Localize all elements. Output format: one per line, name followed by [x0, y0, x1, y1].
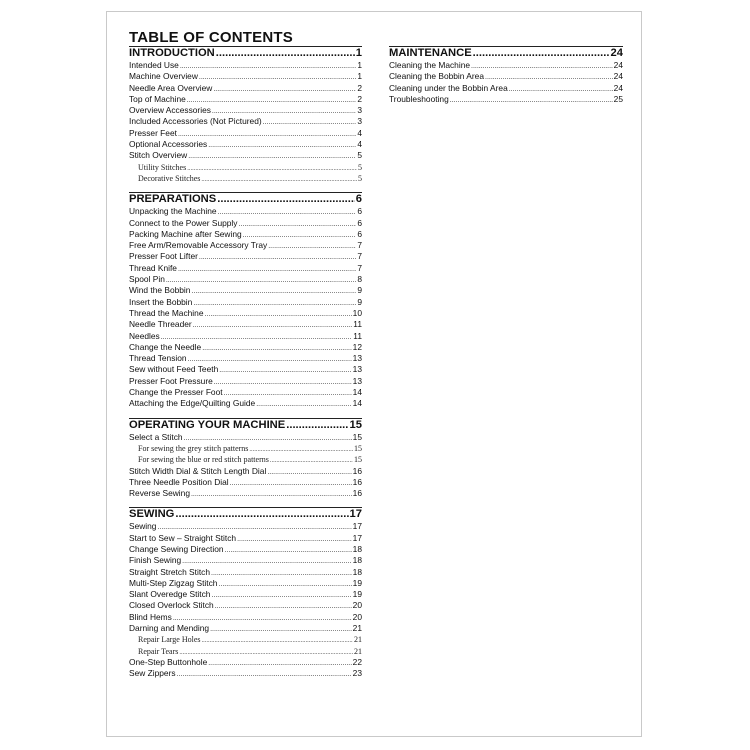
toc-section-introduction	[129, 46, 362, 184]
dot-leader	[208, 657, 351, 668]
toc-entry[interactable]	[129, 668, 362, 679]
toc-entry-label: Thread the Machine	[129, 307, 204, 318]
toc-entry[interactable]	[129, 533, 362, 544]
toc-section-heading[interactable]	[389, 46, 623, 60]
toc-page-number: 12	[352, 341, 362, 352]
toc-entry[interactable]	[129, 432, 362, 443]
toc-entry-label: Sew Zippers	[129, 668, 176, 679]
toc-entry-label: Start to Sew – Straight Stitch	[129, 532, 237, 543]
toc-page-number: 6	[357, 206, 362, 217]
dot-leader	[471, 60, 613, 71]
toc-entry[interactable]	[129, 488, 362, 499]
toc-entry-label: Thread Tension	[129, 353, 187, 364]
toc-entry[interactable]	[129, 657, 362, 668]
dot-leader	[191, 285, 356, 296]
toc-entry[interactable]	[129, 83, 362, 94]
dot-leader	[180, 60, 357, 71]
dot-leader	[286, 419, 348, 432]
toc-entry[interactable]	[129, 589, 362, 600]
dot-leader	[270, 454, 353, 465]
toc-entry[interactable]	[129, 206, 362, 217]
toc-page-number: 16	[352, 476, 362, 487]
toc-page-number: 20	[352, 611, 362, 622]
toc-entry-label: Needle Threader	[129, 319, 192, 330]
toc-entry-label: Free Arm/Removable Accessory Tray	[129, 240, 268, 251]
toc-entry-label: Wind the Bobbin	[129, 285, 191, 296]
toc-entry[interactable]	[129, 150, 362, 161]
dot-leader	[268, 240, 356, 251]
toc-entry-label: Three Needle Position Dial	[129, 476, 229, 487]
toc-section-heading[interactable]	[129, 507, 362, 521]
dot-leader	[187, 162, 357, 173]
toc-entry[interactable]	[129, 60, 362, 71]
toc-entry[interactable]	[129, 521, 362, 532]
toc-entry[interactable]	[389, 94, 623, 105]
toc-entry[interactable]	[129, 623, 362, 634]
toc-entry[interactable]	[129, 353, 362, 364]
toc-page-number: 5	[357, 150, 362, 161]
toc-page-number: 5	[358, 162, 362, 172]
toc-entry[interactable]	[129, 331, 362, 342]
dot-leader	[161, 331, 353, 342]
dot-leader	[210, 623, 352, 634]
toc-entry-label: Needles	[129, 330, 160, 341]
toc-entry[interactable]	[129, 218, 362, 229]
dot-leader	[218, 206, 357, 217]
toc-page-number: 19	[352, 589, 362, 600]
toc-section-sewing	[129, 507, 362, 679]
toc-page-number: 7	[357, 251, 362, 262]
toc-entry-label: Darning and Mending	[129, 623, 210, 634]
dot-leader	[188, 353, 352, 364]
toc-page-number: 4	[357, 139, 362, 150]
toc-page-number: 7	[357, 262, 362, 273]
toc-page-number: 14	[352, 398, 362, 409]
toc-entry-label: Intended Use	[129, 60, 179, 70]
toc-entry[interactable]	[129, 555, 362, 566]
toc-entry[interactable]	[129, 94, 362, 105]
dot-leader	[211, 567, 352, 578]
toc-entry-label: For sewing the blue or red stitch patterns	[138, 455, 269, 465]
toc-entry-label: Machine Overview	[129, 71, 198, 82]
toc-entry-label: Troubleshooting	[389, 93, 449, 104]
toc-page-number: 9	[357, 285, 362, 296]
dot-leader	[243, 229, 357, 240]
toc-page-number: 25	[613, 93, 623, 104]
toc-entry[interactable]	[129, 578, 362, 589]
toc-subentry[interactable]	[129, 443, 362, 454]
dot-leader	[184, 432, 352, 443]
dot-leader	[202, 342, 351, 353]
toc-entry-label: Finish Sewing	[129, 555, 182, 566]
toc-page-number: 1	[357, 60, 362, 70]
toc-page-number: 3	[357, 105, 362, 116]
toc-entry[interactable]	[129, 364, 362, 375]
toc-entry[interactable]	[129, 612, 362, 623]
toc-entry-label: Packing Machine after Sewing	[129, 228, 242, 239]
toc-page-number: 11	[353, 330, 362, 341]
toc-entry-label: OPERATING YOUR MACHINE	[129, 418, 286, 431]
dot-leader	[485, 71, 613, 82]
dot-leader	[199, 251, 356, 262]
toc-page-number: 17	[352, 521, 362, 532]
dot-leader	[179, 646, 353, 657]
toc-entry[interactable]	[129, 263, 362, 274]
toc-page-number: 21	[352, 623, 362, 634]
toc-page-number: 21	[354, 646, 362, 656]
dot-leader	[178, 263, 356, 274]
dot-leader	[187, 94, 357, 105]
toc-page-number: 24	[613, 60, 623, 70]
page-title: TABLE OF CONTENTS	[129, 29, 293, 46]
toc-page-number: 9	[357, 296, 362, 307]
toc-page-number: 6	[355, 193, 362, 206]
toc-section-heading[interactable]	[129, 46, 362, 60]
dot-leader	[473, 47, 610, 60]
toc-entry-label: Attaching the Edge/Quilting Guide	[129, 398, 256, 409]
toc-page-number: 21	[354, 635, 362, 645]
toc-entry-label: Spool Pin	[129, 274, 165, 285]
dot-leader	[205, 308, 352, 319]
dot-leader	[219, 364, 351, 375]
dot-leader	[193, 319, 353, 330]
toc-entry[interactable]	[129, 139, 362, 150]
toc-section-maintenance	[389, 46, 623, 105]
toc-page-number: 18	[352, 555, 362, 566]
toc-page-number: 17	[352, 532, 362, 543]
toc-entry[interactable]	[129, 600, 362, 611]
toc-page-number: 18	[352, 566, 362, 577]
toc-entry[interactable]	[129, 274, 362, 285]
toc-left-column	[129, 46, 362, 688]
toc-entry[interactable]	[129, 229, 362, 240]
toc-entry-label: Cleaning the Machine	[389, 60, 471, 70]
dot-leader	[225, 544, 352, 555]
dot-leader	[199, 71, 356, 82]
toc-entry[interactable]	[129, 240, 362, 251]
toc-entry-label: Straight Stretch Stitch	[129, 566, 210, 577]
dot-leader	[173, 612, 352, 623]
toc-page-number: 6	[357, 217, 362, 228]
dot-leader	[193, 297, 356, 308]
toc-entry-label: PREPARATIONS	[129, 193, 217, 206]
dot-leader	[238, 218, 356, 229]
dot-leader	[267, 466, 351, 477]
toc-entry-label: Optional Accessories	[129, 139, 208, 150]
dot-leader	[218, 578, 351, 589]
toc-entry-label: Closed Overlock Stitch	[129, 600, 214, 611]
dot-leader	[212, 105, 356, 116]
toc-entry-label: Multi-Step Zigzag Stitch	[129, 577, 218, 588]
toc-page-number: 3	[357, 116, 362, 127]
toc-subentry[interactable]	[129, 454, 362, 465]
dot-leader	[230, 477, 352, 488]
toc-entry-label: Sew without Feed Teeth	[129, 364, 219, 375]
toc-entry[interactable]	[129, 116, 362, 127]
toc-entry[interactable]	[129, 128, 362, 139]
toc-section-heading[interactable]	[129, 192, 362, 206]
toc-entry-label: Reverse Sewing	[129, 488, 190, 499]
dot-leader	[208, 139, 356, 150]
toc-page-number: 15	[354, 443, 362, 453]
toc-entry-label: SEWING	[129, 508, 175, 521]
dot-leader	[224, 387, 352, 398]
toc-entry[interactable]	[389, 83, 623, 94]
toc-subentry[interactable]	[129, 173, 362, 184]
toc-page-number: 1	[355, 47, 362, 59]
toc-entry[interactable]	[129, 105, 362, 116]
toc-entry-label: INTRODUCTION	[129, 47, 215, 59]
toc-entry-label: Stitch Width Dial & Stitch Length Dial	[129, 465, 267, 476]
toc-page-number: 2	[357, 82, 362, 93]
toc-entry-label: Slant Overedge Stitch	[129, 589, 211, 600]
toc-page-number: 17	[349, 508, 362, 521]
toc-page-number: 8	[357, 274, 362, 285]
toc-section-heading[interactable]	[129, 418, 362, 432]
toc-entry[interactable]	[129, 544, 362, 555]
toc-page-number: 24	[613, 82, 623, 93]
dot-leader	[202, 634, 354, 645]
toc-entry-label: Included Accessories (Not Pictured)	[129, 116, 262, 127]
toc-entry-label: MAINTENANCE	[389, 47, 472, 59]
dot-leader	[450, 94, 613, 105]
toc-page-number: 13	[352, 375, 362, 386]
toc-entry-label: Change the Needle	[129, 341, 202, 352]
dot-leader	[249, 443, 353, 454]
toc-entry-label: For sewing the grey stitch patterns	[138, 443, 249, 453]
dot-leader	[237, 533, 352, 544]
toc-right-column	[389, 46, 623, 113]
toc-page-number: 13	[352, 353, 362, 364]
toc-section-operating-your-machine	[129, 418, 362, 500]
toc-entry[interactable]	[129, 319, 362, 330]
toc-entry-label: Thread Knife	[129, 262, 177, 273]
dot-leader	[201, 173, 357, 184]
toc-entry[interactable]	[129, 477, 362, 488]
toc-entry[interactable]	[129, 297, 362, 308]
toc-page-number: 24	[613, 71, 623, 82]
dot-leader	[213, 83, 356, 94]
dot-leader	[263, 116, 357, 127]
toc-entry[interactable]	[129, 466, 362, 477]
toc-entry[interactable]	[129, 387, 362, 398]
toc-entry-label: One-Step Buttonhole	[129, 656, 208, 667]
toc-page-number: 6	[357, 228, 362, 239]
toc-subentry[interactable]	[129, 646, 362, 657]
toc-page-number: 10	[352, 307, 362, 318]
toc-page-number: 13	[352, 364, 362, 375]
dot-leader	[214, 376, 352, 387]
toc-entry-label: Blind Hems	[129, 611, 172, 622]
toc-page-number: 14	[352, 387, 362, 398]
toc-subentry[interactable]	[129, 634, 362, 645]
toc-page-number: 11	[353, 319, 362, 330]
toc-page-number: 18	[352, 543, 362, 554]
dot-leader	[177, 668, 352, 679]
toc-entry[interactable]	[129, 567, 362, 578]
toc-entry-label: Needle Area Overview	[129, 82, 213, 93]
dot-leader	[216, 47, 355, 60]
toc-page-number: 20	[352, 600, 362, 611]
toc-entry-label: Sewing	[129, 521, 157, 532]
dot-leader	[215, 600, 352, 611]
toc-entry-label: Repair Tears	[138, 646, 179, 656]
toc-entry[interactable]	[129, 342, 362, 353]
dot-leader	[178, 128, 356, 139]
toc-entry-label: Repair Large Holes	[138, 635, 201, 645]
toc-page-number: 19	[352, 577, 362, 588]
toc-entry-label: Cleaning the Bobbin Area	[389, 71, 484, 82]
toc-entry-label: Decorative Stitches	[138, 173, 201, 183]
dot-leader	[217, 193, 355, 206]
toc-entry-label: Insert the Bobbin	[129, 296, 193, 307]
toc-page-number: 23	[352, 668, 362, 679]
toc-entry-label: Cleaning under the Bobbin Area	[389, 82, 508, 93]
toc-entry[interactable]	[129, 71, 362, 82]
toc-entry-label: Stitch Overview	[129, 150, 188, 161]
toc-entry-label: Change Sewing Direction	[129, 543, 224, 554]
dot-leader	[509, 83, 613, 94]
toc-subentry[interactable]	[129, 162, 362, 173]
toc-page-number: 2	[357, 93, 362, 104]
dot-leader	[175, 508, 348, 521]
toc-entry-label: Select a Stitch	[129, 431, 183, 442]
toc-page-number: 15	[352, 431, 362, 442]
toc-entry-label: Connect to the Power Supply	[129, 217, 238, 228]
toc-entry-label: Presser Foot Lifter	[129, 251, 198, 262]
toc-page-number: 1	[357, 71, 362, 82]
toc-entry[interactable]	[129, 376, 362, 387]
toc-entry[interactable]	[129, 398, 362, 409]
toc-page-number: 16	[352, 488, 362, 499]
toc-entry-label: Change the Presser Foot	[129, 387, 223, 398]
toc-entry-label: Overview Accessories	[129, 105, 211, 116]
toc-page-number: 15	[354, 455, 362, 465]
toc-entry-label: Top of Machine	[129, 93, 186, 104]
toc-entry-label: Presser Foot Pressure	[129, 375, 213, 386]
toc-entry-label: Presser Feet	[129, 127, 177, 138]
toc-page-number: 15	[349, 418, 362, 431]
toc-page-number: 4	[357, 127, 362, 138]
toc-page-number: 5	[358, 173, 362, 183]
dot-leader	[211, 589, 351, 600]
toc-entry-label: Utility Stitches	[138, 162, 187, 172]
toc-entry[interactable]	[129, 251, 362, 262]
toc-entry[interactable]	[129, 285, 362, 296]
toc-entry[interactable]	[389, 71, 623, 82]
toc-section-preparations	[129, 192, 362, 409]
dot-leader	[166, 274, 356, 285]
toc-entry[interactable]	[129, 308, 362, 319]
toc-page-number: 7	[357, 240, 362, 251]
toc-entry-label: Unpacking the Machine	[129, 206, 217, 217]
toc-page-number: 16	[352, 465, 362, 476]
toc-page-number: 22	[352, 656, 362, 667]
toc-page-number: 24	[610, 47, 623, 59]
toc-entry[interactable]	[389, 60, 623, 71]
dot-leader	[191, 488, 352, 499]
dot-leader	[157, 521, 351, 532]
dot-leader	[256, 398, 351, 409]
dot-leader	[188, 150, 356, 161]
dot-leader	[182, 555, 352, 566]
